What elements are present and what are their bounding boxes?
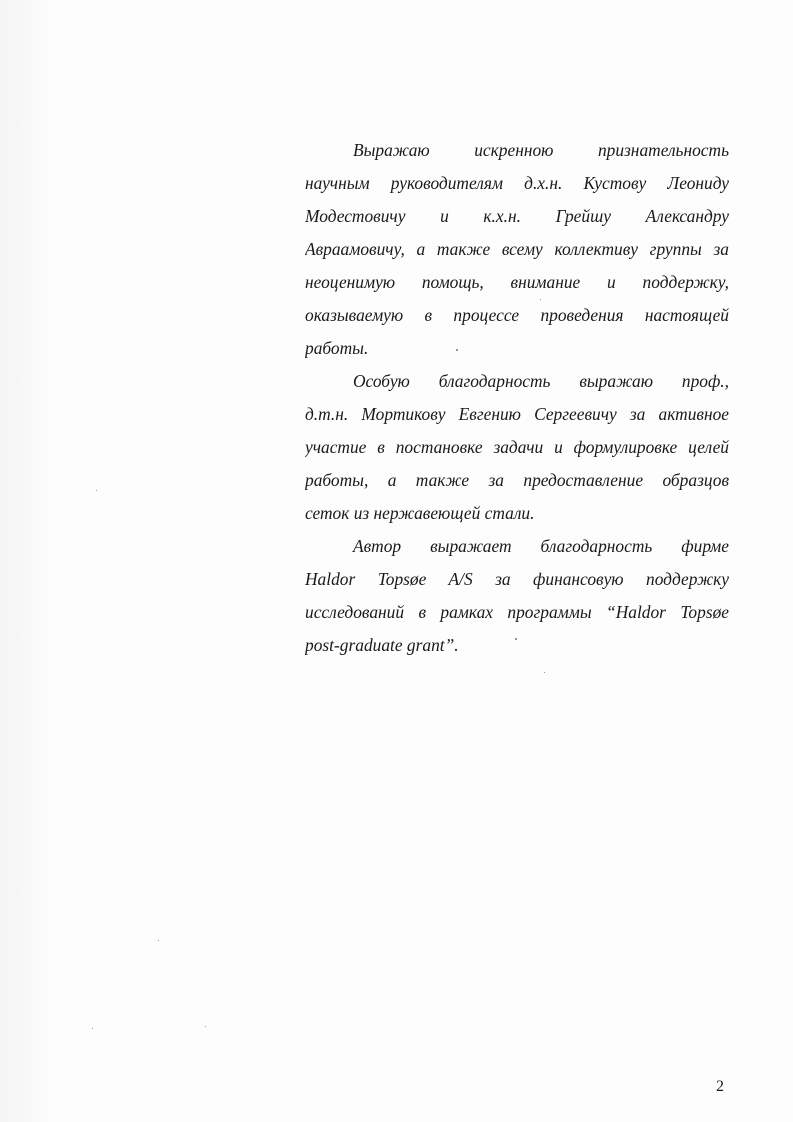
paragraph-1	[305, 134, 729, 365]
text-line: исследований в рамках программы “Haldor Topsøe	[305, 602, 729, 622]
text-line: научным руководителям д.х.н. Кустову Леониду	[305, 173, 729, 193]
acknowledgements-text	[305, 134, 729, 662]
text-line: Модестовичу и к.х.н. Грейшу Александру	[305, 206, 729, 226]
paragraph-2	[305, 365, 729, 530]
scan-shadow	[0, 0, 62, 1122]
scan-speck	[456, 349, 458, 351]
scan-speck	[96, 490, 97, 491]
paragraph-3	[305, 530, 729, 662]
scan-speck	[540, 299, 541, 300]
text-line: Авраамовичу, а также всему коллективу группы за	[305, 239, 729, 259]
scan-speck	[544, 672, 545, 673]
scan-speck	[158, 940, 159, 941]
text-line: Haldor Topsøe A/S за финансовую поддержку	[305, 569, 729, 589]
text-line: Автор выражает благодарность фирме	[353, 536, 729, 556]
scan-speck	[515, 638, 517, 640]
page-number: 2	[716, 1078, 724, 1095]
text-line: работы, а также за предоставление образцов	[305, 470, 729, 490]
text-line: post-graduate grant”.	[305, 635, 459, 655]
text-line: неоценимую помощь, внимание и поддержку,	[305, 272, 729, 292]
text-line: Особую благодарность выражаю проф.,	[353, 371, 729, 391]
text-line: работы.	[305, 338, 369, 358]
text-line: оказываемую в процессе проведения настоящей	[305, 305, 729, 325]
text-line: сеток из нержавеющей стали.	[305, 503, 535, 523]
text-line: д.т.н. Мортикову Евгению Сергеевичу за активное	[305, 404, 729, 424]
scan-speck	[92, 1028, 93, 1029]
text-line: участие в постановке задачи и формулировке целей	[305, 437, 729, 457]
scan-speck	[205, 1026, 206, 1027]
text-line: Выражаю искренною признательность	[353, 140, 729, 160]
